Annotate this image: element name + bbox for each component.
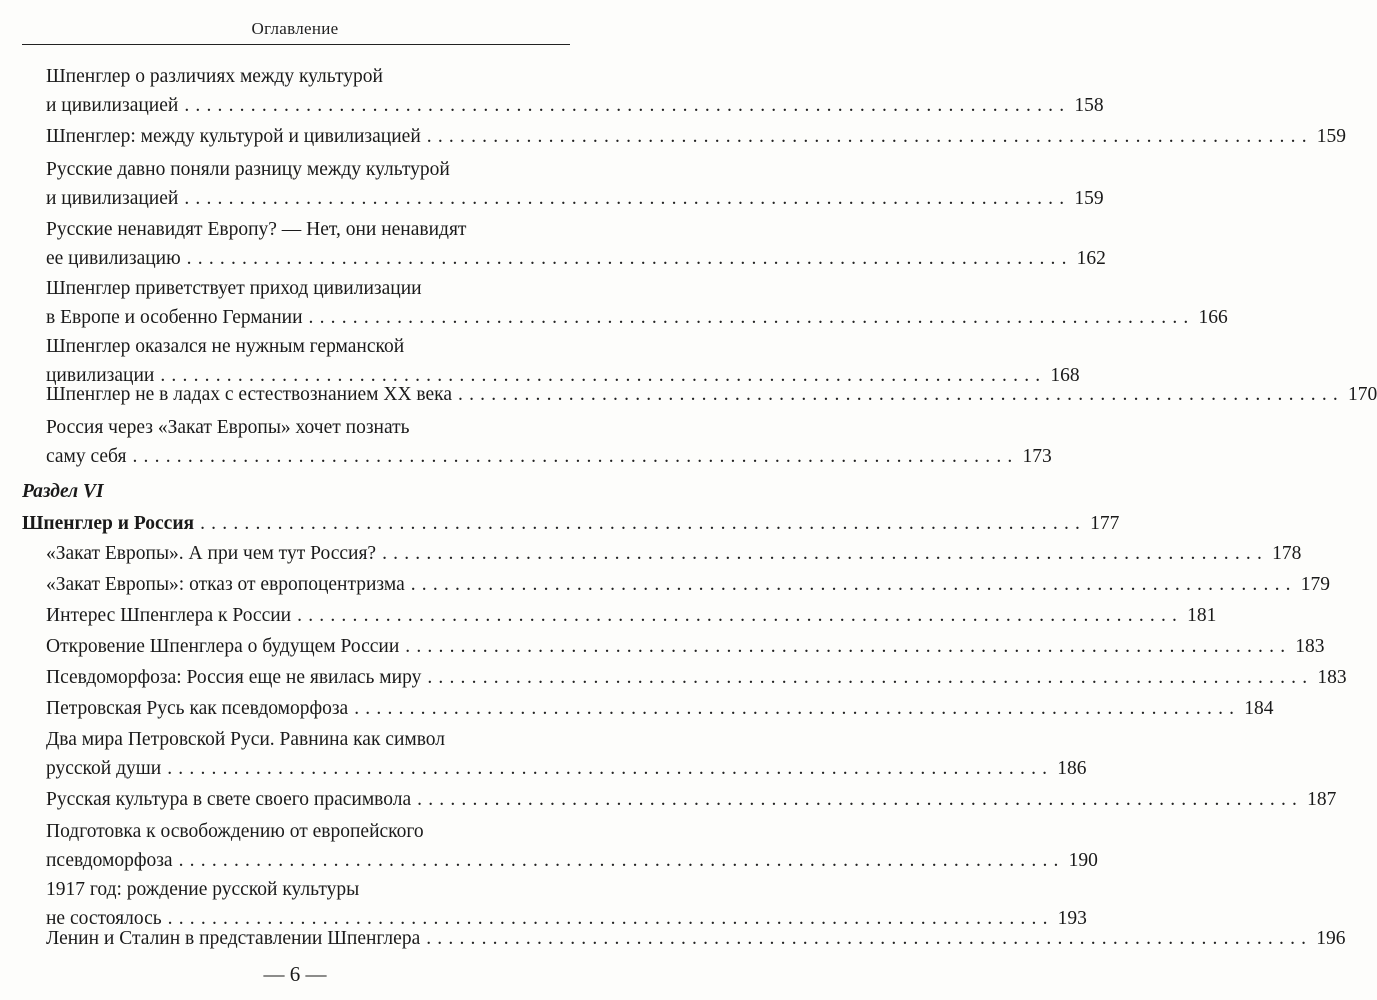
toc-entry [46,155,1104,213]
toc-entry-line: и цивилизацией [46,95,179,116]
page-number: 186 [1057,758,1087,779]
toc-entry-line: Шпенглер оказался не нужным германской [46,336,405,357]
page-number: 162 [1076,248,1106,269]
section-label: Раздел VI [22,481,104,502]
toc-entry [46,785,1337,814]
toc-entry [46,539,1302,568]
toc-entry [46,274,1228,332]
toc-entry-line: ее цивилизацию [46,248,181,269]
toc-entry [46,413,1052,471]
dot-leader: ................................................................................ [184,95,1071,116]
toc-entry-line: цивилизации [46,365,155,386]
toc-entry [46,380,1377,409]
toc-entry-line: Ленин и Сталин в представлении Шпенглера [46,928,421,949]
header-rule [22,44,570,45]
toc-entry-line: «Закат Европы». А при чем тут Россия? [46,543,377,564]
dot-leader: ................................................................................ [186,248,1073,269]
toc-entry-line: саму себя [46,446,127,467]
toc-entry-line: Откровение Шпенглера о будущем России [46,636,400,657]
page-number: 184 [1244,698,1274,719]
toc-entry-line: Два мира Петровской Руси. Равнина как символ [46,729,446,750]
toc-entry [46,663,1347,692]
dot-leader: ................................................................................ [354,698,1241,719]
page-number: 178 [1272,543,1302,564]
toc-entry-line: Шпенглер не в ладах с естествознанием XX века [46,384,452,405]
dot-leader: ................................................................................ [297,605,1184,626]
running-head: Оглавление [251,19,339,38]
toc-entry [46,817,1098,875]
page-number: 170 [1348,384,1377,405]
toc-entry [46,694,1274,723]
page-number: 173 [1022,446,1052,467]
dot-leader: ................................................................................ [178,850,1065,871]
toc-entry [46,632,1325,661]
page-number: 181 [1187,605,1217,626]
page-number: 159 [1074,188,1104,209]
section-title: Шпенглер и Россия [22,513,195,534]
toc-entry-line: 1917 год: рождение русской культуры [46,879,360,900]
dot-leader: ................................................................................ [458,384,1344,405]
dot-leader: ................................................................................ [167,908,1054,929]
page-number: 168 [1050,365,1080,386]
dot-leader: ................................................................................ [167,758,1054,779]
dot-leader: ................................................................................ [200,513,1087,534]
page-number: 190 [1068,850,1098,871]
toc-entry-line: псевдоморфоза [46,850,173,871]
toc-entry-line: Русские ненавидят Европу? — Нет, они ненавидят [46,219,467,240]
page-number: 159 [1316,126,1347,147]
toc-entry [46,924,1346,953]
toc-entry-line: Шпенглер: между культурой и цивилизацией [46,126,421,147]
toc-entry [46,62,1104,120]
page-number: 158 [1074,95,1104,116]
page-number: 187 [1307,789,1337,810]
toc-entry-line: в Европе и особенно Германии [46,307,303,328]
dot-leader: ................................................................................ [308,307,1195,328]
toc-entry-line: Псевдоморфоза: Россия еще не явилась миру [46,667,422,688]
toc-entry-line: русской души [46,758,162,779]
toc-entry-line: «Закат Европы»: отказ от европоцентризма [46,574,405,595]
page-number: 183 [1295,636,1325,657]
dot-leader: ................................................................................ [184,188,1071,209]
dot-leader: ................................................................................ [160,365,1047,386]
toc-entry-line: Подготовка к освобождению от европейского [46,821,424,842]
toc-entry-line: Шпенглер о различиях между культурой [46,66,383,87]
toc-entry-line: Россия через «Закат Европы» хочет познать [46,417,410,438]
toc-entry-line: Интерес Шпенглера к России [46,605,292,626]
toc-entry-line: и цивилизацией [46,188,179,209]
toc-entry-line: Русская культура в свете своего прасимвола [46,789,412,810]
dot-leader: ................................................................................ [410,574,1297,595]
toc-entry [46,725,1087,783]
dot-leader: ................................................................................ [427,667,1314,688]
toc-entry [46,122,1347,151]
page-number: 193 [1057,908,1087,929]
toc-entry-line: Шпенглер приветствует приход цивилизации [46,278,422,299]
dot-leader: ................................................................................ [382,543,1269,564]
page-folio: — 6 — [263,962,327,986]
page-number: 183 [1317,667,1347,688]
toc-entry-line: не состоялось [46,908,162,929]
toc-entry-line: Петровская Русь как псевдоморфоза [46,698,349,719]
page-number: 166 [1198,307,1228,328]
dot-leader: ................................................................................ [426,126,1313,147]
toc-entry [46,570,1330,599]
dot-leader: ................................................................................ [426,928,1313,949]
toc-entry [46,215,1106,273]
dot-leader: ................................................................................ [405,636,1292,657]
toc-entry-line: Русские давно поняли разницу между культурой [46,159,450,180]
page-number: 177 [1090,513,1120,534]
page-number: 196 [1316,928,1346,949]
section-title-entry [22,509,1120,538]
dot-leader: ................................................................................ [132,446,1019,467]
page-number: 179 [1300,574,1330,595]
dot-leader: ................................................................................ [417,789,1304,810]
toc-entry [46,601,1217,630]
